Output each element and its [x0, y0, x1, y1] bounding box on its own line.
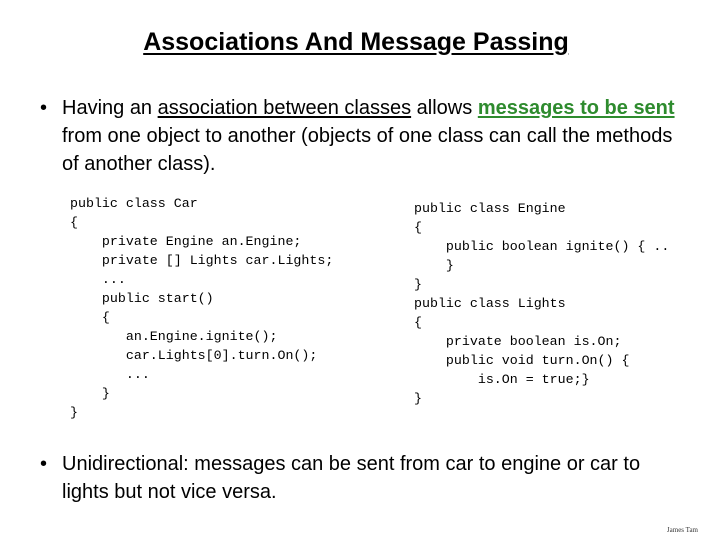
author-signature: James Tam: [666, 526, 698, 534]
bullet-unidirectional: [40, 450, 690, 506]
code-line: public class Engine: [414, 201, 566, 216]
code-line: {: [414, 220, 422, 235]
slide-title: Associations And Message Passing: [143, 28, 569, 56]
code-line: public boolean ignite() { ..: [414, 239, 670, 254]
text-segment: Having an: [62, 97, 158, 119]
code-engine-lights: [414, 199, 669, 408]
code-line: public class Lights: [414, 296, 566, 311]
bullet-text: [40, 94, 690, 178]
code-line: is.On = true;}: [414, 372, 590, 387]
code-line: {: [70, 310, 110, 325]
code-line: public start(): [70, 291, 214, 306]
code-line: ...: [70, 272, 126, 287]
code-car: [70, 194, 333, 422]
code-line: private [] Lights car.Lights;: [70, 253, 334, 268]
underlined-term: association between classes: [157, 97, 412, 119]
text-segment: from one object to another (objects of one class can call the methods of another class).: [62, 125, 673, 175]
code-line: }: [70, 405, 78, 420]
code-line: }: [414, 277, 422, 292]
code-line: private Engine an.Engine;: [70, 234, 302, 249]
code-line: an.Engine.ignite();: [70, 329, 278, 344]
text-segment: allows: [411, 97, 478, 119]
code-line: public void turn.On() {: [414, 353, 630, 368]
bullet-marker: •: [40, 97, 48, 119]
bullet-association: [40, 94, 690, 178]
bullet-text: Unidirectional: messages can be sent from car to engine or car to lights but not vice versa.: [62, 453, 641, 503]
code-line: ...: [70, 367, 150, 382]
bullet-marker: •: [40, 453, 48, 475]
code-line: public class Car: [70, 196, 198, 211]
code-line: }: [70, 386, 110, 401]
code-line: {: [70, 215, 78, 230]
highlighted-term: messages to be sent: [477, 97, 675, 119]
code-line: }: [414, 391, 422, 406]
code-line: private boolean is.On;: [414, 334, 622, 349]
code-line: {: [414, 315, 422, 330]
code-line: car.Lights[0].turn.On();: [70, 348, 318, 363]
code-line: }: [414, 258, 454, 273]
